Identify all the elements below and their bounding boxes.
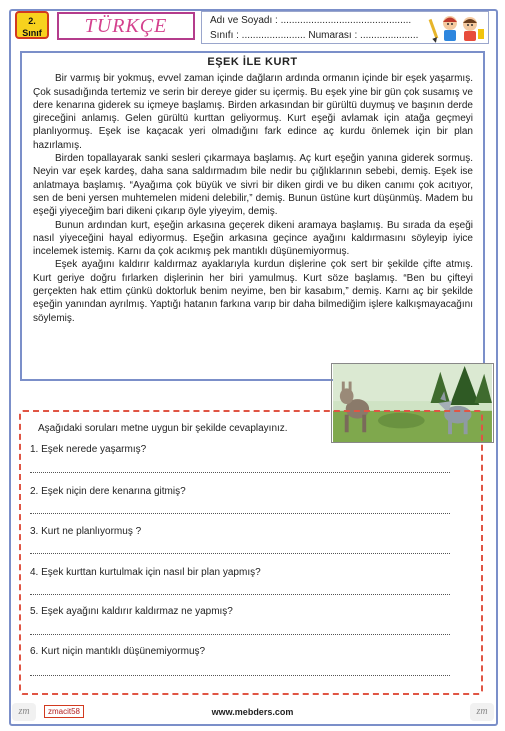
- answer-line-3[interactable]: [30, 553, 450, 554]
- answer-line-2[interactable]: [30, 513, 450, 514]
- story-paragraph: Bir varmış bir yokmuş, evvel zaman içinde dağların ardında ormanın içinde bir eşek yaşarmış. Çok susadığında tertemiz ve serin bir dereye gider su içermiş. Bu eşek yine bir gün çok susamış ve dere kenarına giderek su içmeye başlamış. Birden arkasından bir gürültü duymuş ve başının derde gireceğini anlamış. Gelen gürültü kurttan geliyormuş. Kurt eşeği avlamak için atağa geçmeyi planlıyormuş. Eşek ise kaçacak yeri olmadığını fark edince aç kurdu önlemek için bir plan hazırlamış.: [33, 73, 473, 151]
- questions-instruction: Aşağıdaki soruları metne uygun bir şekilde cevaplayınız.: [38, 423, 288, 434]
- story-paragraph: Eşek ayağını kaldırır kaldırmaz ayaklarıyla kurdun dişlerine çok sert bir şekilde çifte atmış. Kurt geriye doğru fırlarken dişlerinin her biri yamulmuş. Kurt söze başlamış. “Ben bu çifteyi gerçekten hak ettim çünkü doktorluk benim neyime, ben bir kasabım,” demiş. Karnı aç bir şekilde eşeğin yanından ayrılmış. Yaptığı hatanın farkına varıp bir daha bilmediğim işlere kalkışmayacağını söylemiş.: [33, 259, 473, 324]
- zm-logo-right-icon: zm: [470, 703, 494, 721]
- question-3: 3. Kurt ne planlıyormuş ?: [30, 526, 142, 537]
- question-6: 6. Kurt niçin mantıklı düşünemiyormuş?: [30, 646, 206, 657]
- grade-number: 2.: [28, 16, 36, 26]
- question-1: 1. Eşek nerede yaşarmış?: [30, 444, 147, 455]
- grade-label: Sınıf: [22, 28, 42, 38]
- answer-line-4[interactable]: [30, 594, 450, 595]
- question-5: 5. Eşek ayağını kaldırır kaldırmaz ne yapmış?: [30, 606, 233, 617]
- answer-line-5[interactable]: [30, 634, 450, 635]
- question-2: 2. Eşek niçin dere kenarına gitmiş?: [30, 486, 186, 497]
- story-title: EŞEK İLE KURT: [207, 56, 298, 68]
- kids-illustration-icon: [428, 13, 486, 43]
- class-number-field-label: Sınıfı : ....................... Numarası : .....................: [210, 30, 419, 41]
- story-box: [20, 51, 485, 381]
- story-paragraph: Bunun ardından kurt, eşeğin arkasına geçerek dikeni aramaya başlamış. Bu sırada da eşeği nasıl yiyeceğini hayal ediyormuş. Eşeğin arkasına geçince ayağını kaldırmasını söyleyip iyice incelemek istemiş. Karnı da çok acıkmış pek mantıklı düşünemiyormuş.: [33, 219, 473, 258]
- answer-line-6[interactable]: [30, 675, 450, 676]
- answer-line-1[interactable]: [30, 472, 450, 473]
- website-link[interactable]: www.mebders.com: [211, 707, 294, 717]
- story-text: [22, 69, 483, 325]
- story-paragraph: Birden topallayarak sanki sesleri çıkarmaya başlamış. Aç kurt eşeğin yanına giderek sormuş. Neyin var eşek kardeş, daha sana saldırmadım bile nedir bu çığlıklarının sebebi, demiş. Eşek ise anlatmaya başlamış. “Ayağıma çok büyük ve sivri bir diken girdi ve bu diken canımı çok acıtıyor, sen de beni yersen muhtemelen mideni delebilir,” demiş. Bunun üstüne kurt düşünmüş. Madem bu eşeği yiyeceğim bari dikeni çıkarıp öyle yiyeyim, demiş.: [33, 153, 473, 218]
- zm-logo-left-icon: zm: [12, 703, 36, 721]
- name-field-label: Adı ve Soyadı : ...............................................: [210, 15, 412, 26]
- question-4: 4. Eşek kurttan kurtulmak için nasıl bir plan yapmış?: [30, 567, 261, 578]
- subject-title: TÜRKÇE: [57, 12, 195, 40]
- grade-badge: [15, 11, 49, 39]
- author-badge: zmacit58: [44, 705, 84, 718]
